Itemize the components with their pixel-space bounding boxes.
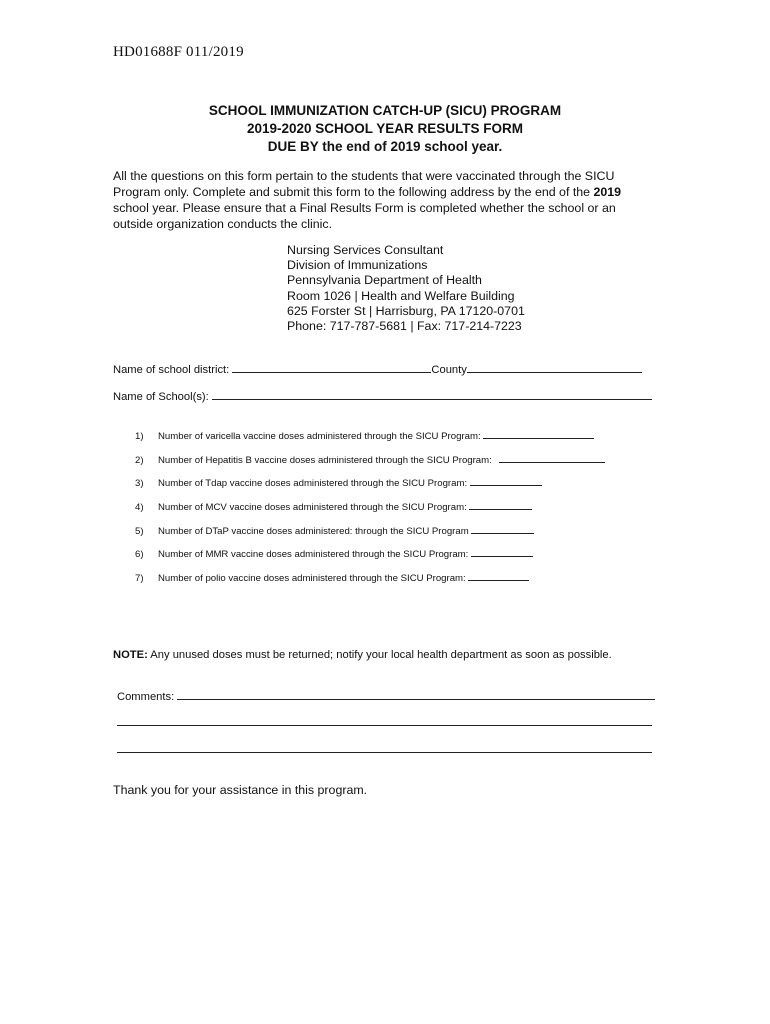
question-label: Number of Tdap vaccine doses administered through the SICU Program:: [158, 478, 468, 489]
comments-line[interactable]: [117, 725, 652, 726]
note-label: NOTE:: [113, 649, 148, 661]
question-row: [135, 476, 542, 490]
district-county-row: [113, 361, 642, 377]
district-field[interactable]: [232, 361, 431, 373]
comments-label: Comments:: [117, 691, 175, 703]
question-number: 4): [135, 502, 144, 513]
thank-you-text: Thank you for your assistance in this program.: [113, 783, 368, 797]
question-number: 7): [135, 573, 144, 584]
mmr-doses-field[interactable]: [471, 547, 533, 557]
intro-text-2: school year. Please ensure that a Final Results Form is completed whether the school or an outside organization conducts the clinic.: [113, 201, 616, 231]
question-number: 1): [135, 431, 144, 442]
question-row: [135, 571, 529, 585]
question-label: Number of MCV vaccine doses administered through the SICU Program:: [158, 502, 467, 513]
note-text: Any unused doses must be returned; notify your local health department as soon as possible.: [147, 649, 612, 661]
title-line-3: DUE BY the end of 2019 school year.: [267, 139, 503, 154]
question-row: [135, 500, 532, 514]
address-line: Room 1026 | Health and Welfare Building: [287, 288, 515, 303]
intro-paragraph: [113, 168, 653, 232]
intro-text-1: All the questions on this form pertain to the students that were vaccinated through the SICU Program only. Complete and submit this form to the following address by the end of the: [113, 169, 615, 199]
question-row: [135, 547, 533, 561]
question-number: 6): [135, 549, 144, 560]
question-label: Number of Hepatitis B vaccine doses administered through the SICU Program:: [158, 455, 492, 466]
title-line-1: SCHOOL IMMUNIZATION CATCH-UP (SICU) PROGRAM: [208, 103, 562, 118]
comments-row: [117, 688, 655, 703]
question-row: [135, 453, 605, 467]
school-field[interactable]: [212, 388, 652, 400]
school-label: Name of School(s):: [113, 391, 209, 403]
dtap-doses-field[interactable]: [471, 524, 534, 534]
question-number: 3): [135, 478, 144, 489]
comments-field[interactable]: [177, 688, 655, 700]
district-label: Name of school district:: [113, 364, 230, 376]
note-paragraph: [113, 648, 612, 662]
polio-doses-field[interactable]: [468, 571, 529, 581]
address-line: 625 Forster St | Harrisburg, PA 17120-0701: [287, 303, 525, 318]
question-number: 5): [135, 526, 144, 537]
intro-bold-year: 2019: [593, 185, 622, 199]
address-line: Division of Immunizations: [287, 258, 428, 273]
form-title-block: [0, 102, 770, 156]
mailing-address: [287, 243, 525, 334]
varicella-doses-field[interactable]: [483, 429, 594, 439]
question-row: [135, 429, 594, 443]
question-number: 2): [135, 455, 144, 466]
address-line: Nursing Services Consultant: [287, 243, 444, 257]
title-line-2: 2019-2020 SCHOOL YEAR RESULTS FORM: [246, 121, 524, 136]
address-line: Pennsylvania Department of Health: [287, 273, 482, 288]
tdap-doses-field[interactable]: [470, 476, 542, 486]
address-line: Phone: 717-787-5681 | Fax: 717-214-7223: [287, 319, 522, 334]
question-row: [135, 524, 534, 538]
county-label: County: [431, 364, 467, 376]
comments-line[interactable]: [117, 752, 652, 753]
school-row: [113, 388, 652, 404]
question-label: Number of polio vaccine doses administered through the SICU Program:: [158, 573, 466, 584]
question-label: Number of MMR vaccine doses administered through the SICU Program:: [158, 549, 469, 560]
county-field[interactable]: [467, 361, 642, 373]
mcv-doses-field[interactable]: [469, 500, 532, 510]
form-code: HD01688F 011/2019: [113, 44, 244, 60]
question-label: Number of varicella vaccine doses administered through the SICU Program:: [158, 431, 481, 442]
question-label: Number of DTaP vaccine doses administered: through the SICU Program: [158, 526, 469, 537]
hepatitis-b-doses-field[interactable]: [499, 453, 605, 463]
